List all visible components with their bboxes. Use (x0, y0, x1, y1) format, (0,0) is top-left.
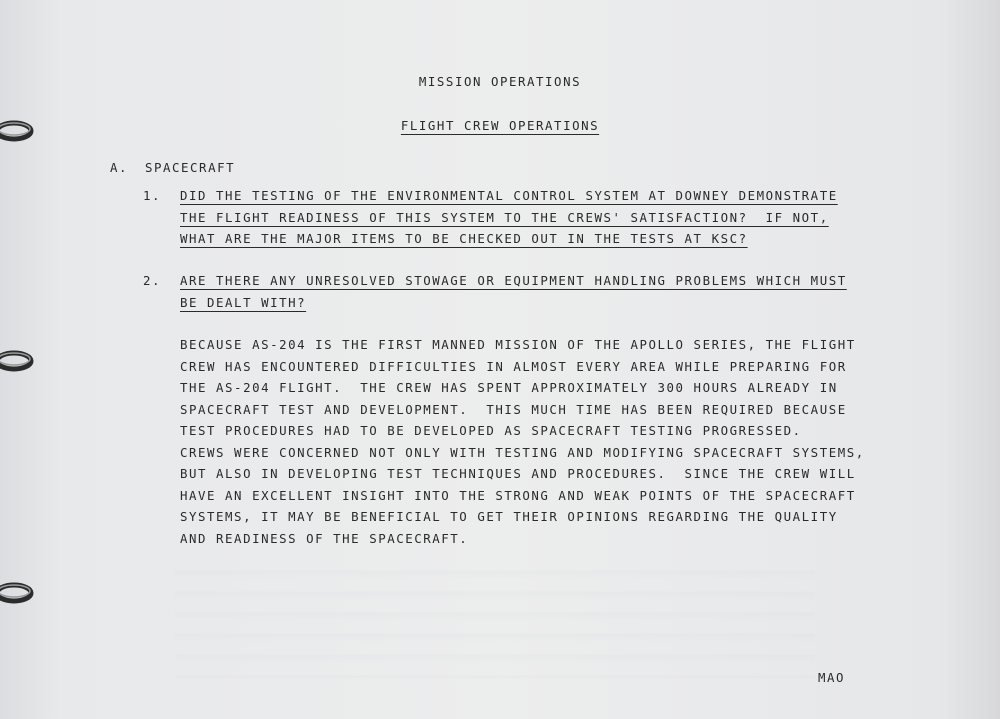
answer-line: SYSTEMS, IT MAY BE BENEFICIAL TO GET THEIR OPINIONS REGARDING THE QUALITY (180, 509, 838, 524)
section-title: SPACECRAFT (145, 160, 236, 175)
answer-line: AND READINESS OF THE SPACECRAFT. (180, 530, 469, 546)
item-number: 1. (143, 188, 162, 203)
question-line: THE FLIGHT READINESS OF THIS SYSTEM TO THE CREWS' SATISFACTION? IF NOT, (180, 209, 829, 225)
binder-ring-icon (0, 348, 38, 374)
answer-line: HAVE AN EXCELLENT INSIGHT INTO THE STRONG AND WEAK POINTS OF THE SPACECRAFT (180, 487, 856, 503)
section-marker: A. (110, 160, 129, 175)
question-line: ARE THERE ANY UNRESOLVED STOWAGE OR EQUIPMENT HANDLING PROBLEMS WHICH MUST (180, 273, 847, 288)
page-subtitle (0, 115, 1000, 137)
question-line: DID THE TESTING OF THE ENVIRONMENTAL CONTROL SYSTEM AT DOWNEY DEMONSTRATE (180, 188, 838, 203)
question-line: BE DEALT WITH? (180, 294, 307, 310)
item-number: 2. (143, 273, 162, 288)
answer-line: BECAUSE AS-204 IS THE FIRST MANNED MISSION OF THE APOLLO SERIES, THE FLIGHT (180, 337, 856, 352)
show-through-texture (175, 558, 815, 678)
answer-line: TEST PROCEDURES HAD TO BE DEVELOPED AS SPACECRAFT TESTING PROGRESSED. (180, 423, 802, 438)
answer-line: SPACECRAFT TEST AND DEVELOPMENT. THIS MUCH TIME HAS BEEN REQUIRED BECAUSE (180, 401, 847, 417)
answer-line: THE AS-204 FLIGHT. THE CREW HAS SPENT APPROXIMATELY 300 HOURS ALREADY IN (180, 380, 838, 395)
binder-ring-icon (0, 580, 38, 606)
footer-code: MAO (818, 670, 846, 685)
answer-line: CREW HAS ENCOUNTERED DIFFICULTIES IN ALMOST EVERY AREA WHILE PREPARING FOR (180, 358, 847, 374)
page-subtitle-text: FLIGHT CREW OPERATIONS (400, 118, 600, 133)
answer-line: CREWS WERE CONCERNED NOT ONLY WITH TESTING AND MODIFYING SPACECRAFT SYSTEMS, (180, 444, 865, 460)
page-title: MISSION OPERATIONS (418, 74, 582, 89)
answer-line: BUT ALSO IN DEVELOPING TEST TECHNIQUES AND PROCEDURES. SINCE THE CREW WILL (180, 466, 856, 481)
question-line: WHAT ARE THE MAJOR ITEMS TO BE CHECKED OUT IN THE TESTS AT KSC? (180, 231, 748, 246)
